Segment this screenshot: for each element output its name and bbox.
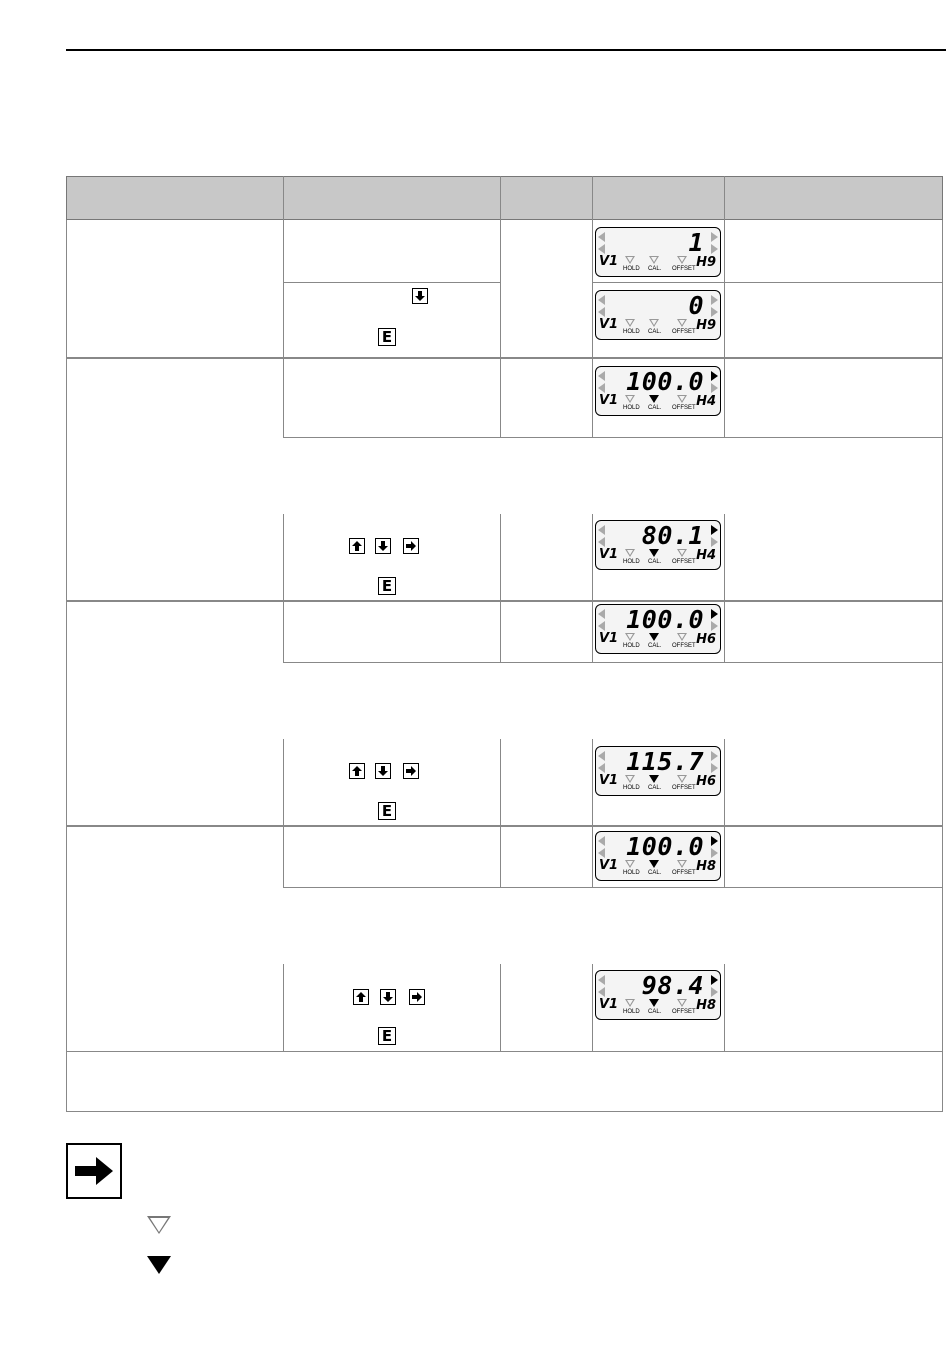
table-header xyxy=(66,176,943,220)
lcd-value: 100.0 xyxy=(626,605,704,634)
up-key xyxy=(349,538,365,554)
top-rule xyxy=(66,49,946,51)
cal-marker xyxy=(649,549,659,557)
offset-marker xyxy=(677,256,687,264)
cal-marker xyxy=(649,319,659,327)
marker-off-icon-inner xyxy=(150,1218,168,1232)
note-arrow-icon xyxy=(68,1145,120,1197)
hold-marker xyxy=(625,633,635,641)
right-key xyxy=(403,763,419,779)
enter-key: E xyxy=(378,328,396,346)
lcd-value: 98.4 xyxy=(641,971,704,1000)
lcd-code: H9 xyxy=(696,255,716,270)
enter-key: E xyxy=(378,802,396,820)
offset-marker xyxy=(677,319,687,327)
lcd-channel: V1 xyxy=(599,773,619,788)
down-key xyxy=(375,538,391,554)
lcd-value: 100.0 xyxy=(626,367,704,396)
arrow-up-icon xyxy=(354,990,368,1004)
down-key xyxy=(380,989,396,1005)
offset-marker xyxy=(677,549,687,557)
lcd-channel: V1 xyxy=(599,547,619,562)
lcd-display: 80.1 V1 H4 HOLD CAL. OFFSET xyxy=(595,520,721,570)
marker-on-icon xyxy=(147,1256,171,1274)
lcd-display: 100.0 V1 H4 HOLD CAL. OFFSET xyxy=(595,366,721,416)
arrow-right-icon xyxy=(410,990,424,1004)
up-key xyxy=(353,989,369,1005)
lcd-code: H6 xyxy=(696,774,716,789)
lcd-display: 100.0 V1 H6 HOLD CAL. OFFSET xyxy=(595,604,721,654)
lcd-display: 115.7 V1 H6 HOLD CAL. OFFSET xyxy=(595,746,721,796)
right-key xyxy=(403,538,419,554)
enter-key: E xyxy=(378,577,396,595)
hold-marker xyxy=(625,549,635,557)
cal-marker xyxy=(649,775,659,783)
arrow-right-icon xyxy=(404,764,418,778)
lcd-channel: V1 xyxy=(599,393,619,408)
lcd-channel: V1 xyxy=(599,254,619,269)
hold-marker xyxy=(625,319,635,327)
hold-marker xyxy=(625,256,635,264)
arrow-up-icon xyxy=(350,764,364,778)
arrow-down-icon xyxy=(376,539,390,553)
lcd-code: H9 xyxy=(696,318,716,333)
lcd-code: H8 xyxy=(696,859,716,874)
offset-marker xyxy=(677,860,687,868)
lcd-display: 0 V1 H9 HOLD CAL. OFFSET xyxy=(595,290,721,340)
lcd-value: 0 xyxy=(688,291,704,320)
up-key xyxy=(349,763,365,779)
cal-marker xyxy=(649,860,659,868)
note-box xyxy=(66,1143,122,1199)
hold-marker xyxy=(625,775,635,783)
lcd-channel: V1 xyxy=(599,858,619,873)
cal-marker xyxy=(649,999,659,1007)
arrow-down-icon xyxy=(376,764,390,778)
lcd-display: 1 V1 H9 HOLD CAL. OFFSET xyxy=(595,227,721,277)
lcd-display: 98.4 V1 H8 HOLD CAL. OFFSET xyxy=(595,970,721,1020)
arrow-up-icon xyxy=(350,539,364,553)
lcd-channel: V1 xyxy=(599,317,619,332)
arrow-down-icon xyxy=(413,289,427,303)
lcd-channel: V1 xyxy=(599,631,619,646)
lcd-code: H4 xyxy=(696,548,716,563)
lcd-code: H6 xyxy=(696,632,716,647)
offset-marker xyxy=(677,999,687,1007)
lcd-display: 100.0 V1 H8 HOLD CAL. OFFSET xyxy=(595,831,721,881)
down-key xyxy=(375,763,391,779)
lcd-value: 80.1 xyxy=(641,521,704,550)
enter-key: E xyxy=(378,1027,396,1045)
cal-marker xyxy=(649,633,659,641)
lcd-value: 1 xyxy=(688,228,704,257)
hold-marker xyxy=(625,999,635,1007)
hold-marker xyxy=(625,395,635,403)
offset-marker xyxy=(677,395,687,403)
offset-marker xyxy=(677,633,687,641)
hold-marker xyxy=(625,860,635,868)
arrow-right-icon xyxy=(404,539,418,553)
lcd-code: H4 xyxy=(696,394,716,409)
offset-marker xyxy=(677,775,687,783)
cal-marker xyxy=(649,395,659,403)
down-key xyxy=(412,288,428,304)
cal-marker xyxy=(649,256,659,264)
lcd-value: 100.0 xyxy=(626,832,704,861)
right-key xyxy=(409,989,425,1005)
arrow-down-icon xyxy=(381,990,395,1004)
lcd-code: H8 xyxy=(696,998,716,1013)
lcd-value: 115.7 xyxy=(626,747,704,776)
lcd-channel: V1 xyxy=(599,997,619,1012)
